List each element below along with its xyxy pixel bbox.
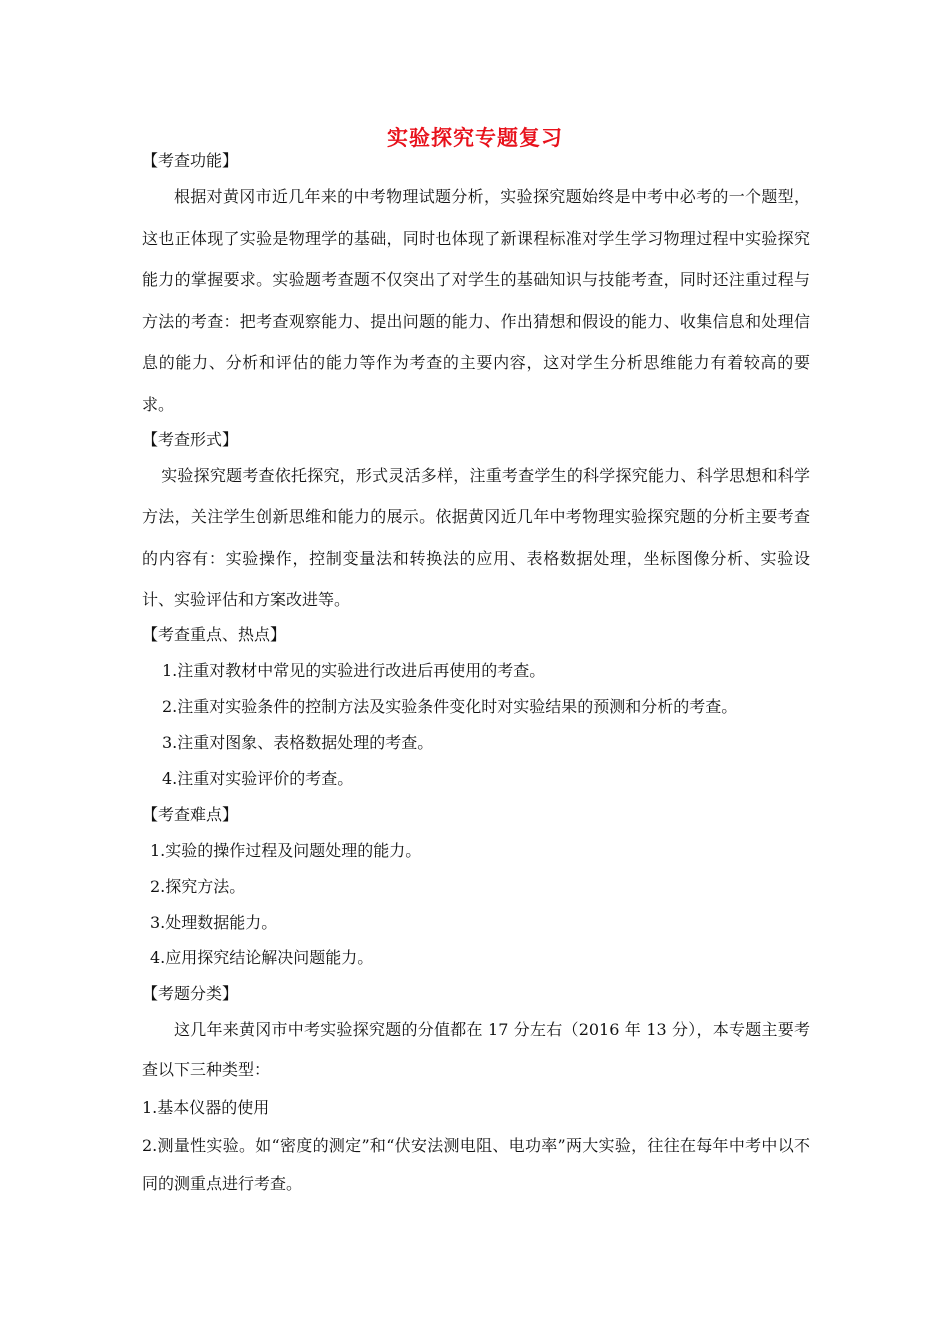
classification-list-item: 1.基本仪器的使用 bbox=[142, 1098, 270, 1117]
section-text-form: 实验探究题考查依托探究，形式灵活多样，注重考查学生的科学探究能力、科学思想和科学方法，关注学生创新思维和能力的展示。依据黄冈近几年中考物理实验探究题的分析主要考查的内容有：实验操作，控制变量法和转换法的应用、表格数据处理，坐标图像分析、实验设计、实验评估和方案改进等。 bbox=[142, 466, 810, 609]
section-text-classification: 这几年来黄冈市中考实验探究题的分值都在 17 分左右（2016 年 13 分），本专题主要考查以下三种类型： bbox=[142, 1020, 810, 1079]
section-heading-function: 【考查功能】 bbox=[142, 151, 239, 170]
section-heading-focus: 【考查重点、热点】 bbox=[142, 625, 287, 644]
classification-list-item: 2.测量性实验。如“密度的测定”和“伏安法测电阻、电功率”两大实验，往往在每年中考中以不同的测重点进行考查。 bbox=[142, 1136, 810, 1193]
section-heading-form: 【考查形式】 bbox=[142, 430, 239, 449]
focus-list-item: 1.注重对教材中常见的实验进行改进后再使用的考查。 bbox=[162, 661, 546, 680]
difficulty-list-item: 3.处理数据能力。 bbox=[150, 913, 278, 932]
focus-list-item: 4.注重对实验评价的考查。 bbox=[162, 769, 354, 788]
document-title: 实验探究专题复习 bbox=[387, 126, 563, 150]
difficulty-list-item: 4.应用探究结论解决问题能力。 bbox=[150, 948, 374, 967]
section-heading-classification: 【考题分类】 bbox=[142, 984, 239, 1003]
difficulty-list-item: 2.探究方法。 bbox=[150, 877, 246, 896]
focus-list-item: 2.注重对实验条件的控制方法及实验条件变化时对实验结果的预测和分析的考查。 bbox=[162, 697, 738, 716]
section-heading-difficulty: 【考查难点】 bbox=[142, 805, 239, 824]
section-text-function: 根据对黄冈市近几年来的中考物理试题分析，实验探究题始终是中考中必考的一个题型，这也正体现了实验是物理学的基础，同时也体现了新课程标准对学生学习物理过程中实验探究能力的掌握要求。实验题考查题不仅突出了对学生的基础知识与技能考查，同时还注重过程与方法的考查：把考查观察能力、提出问题的能力、作出猜想和假设的能力、收集信息和处理信息的能力、分析和评估的能力等作为考查的主要内容，这对学生分析思维能力有着较高的要求。 bbox=[142, 187, 810, 414]
focus-list-item: 3.注重对图象、表格数据处理的考查。 bbox=[162, 733, 434, 752]
difficulty-list-item: 1.实验的操作过程及问题处理的能力。 bbox=[150, 841, 422, 860]
